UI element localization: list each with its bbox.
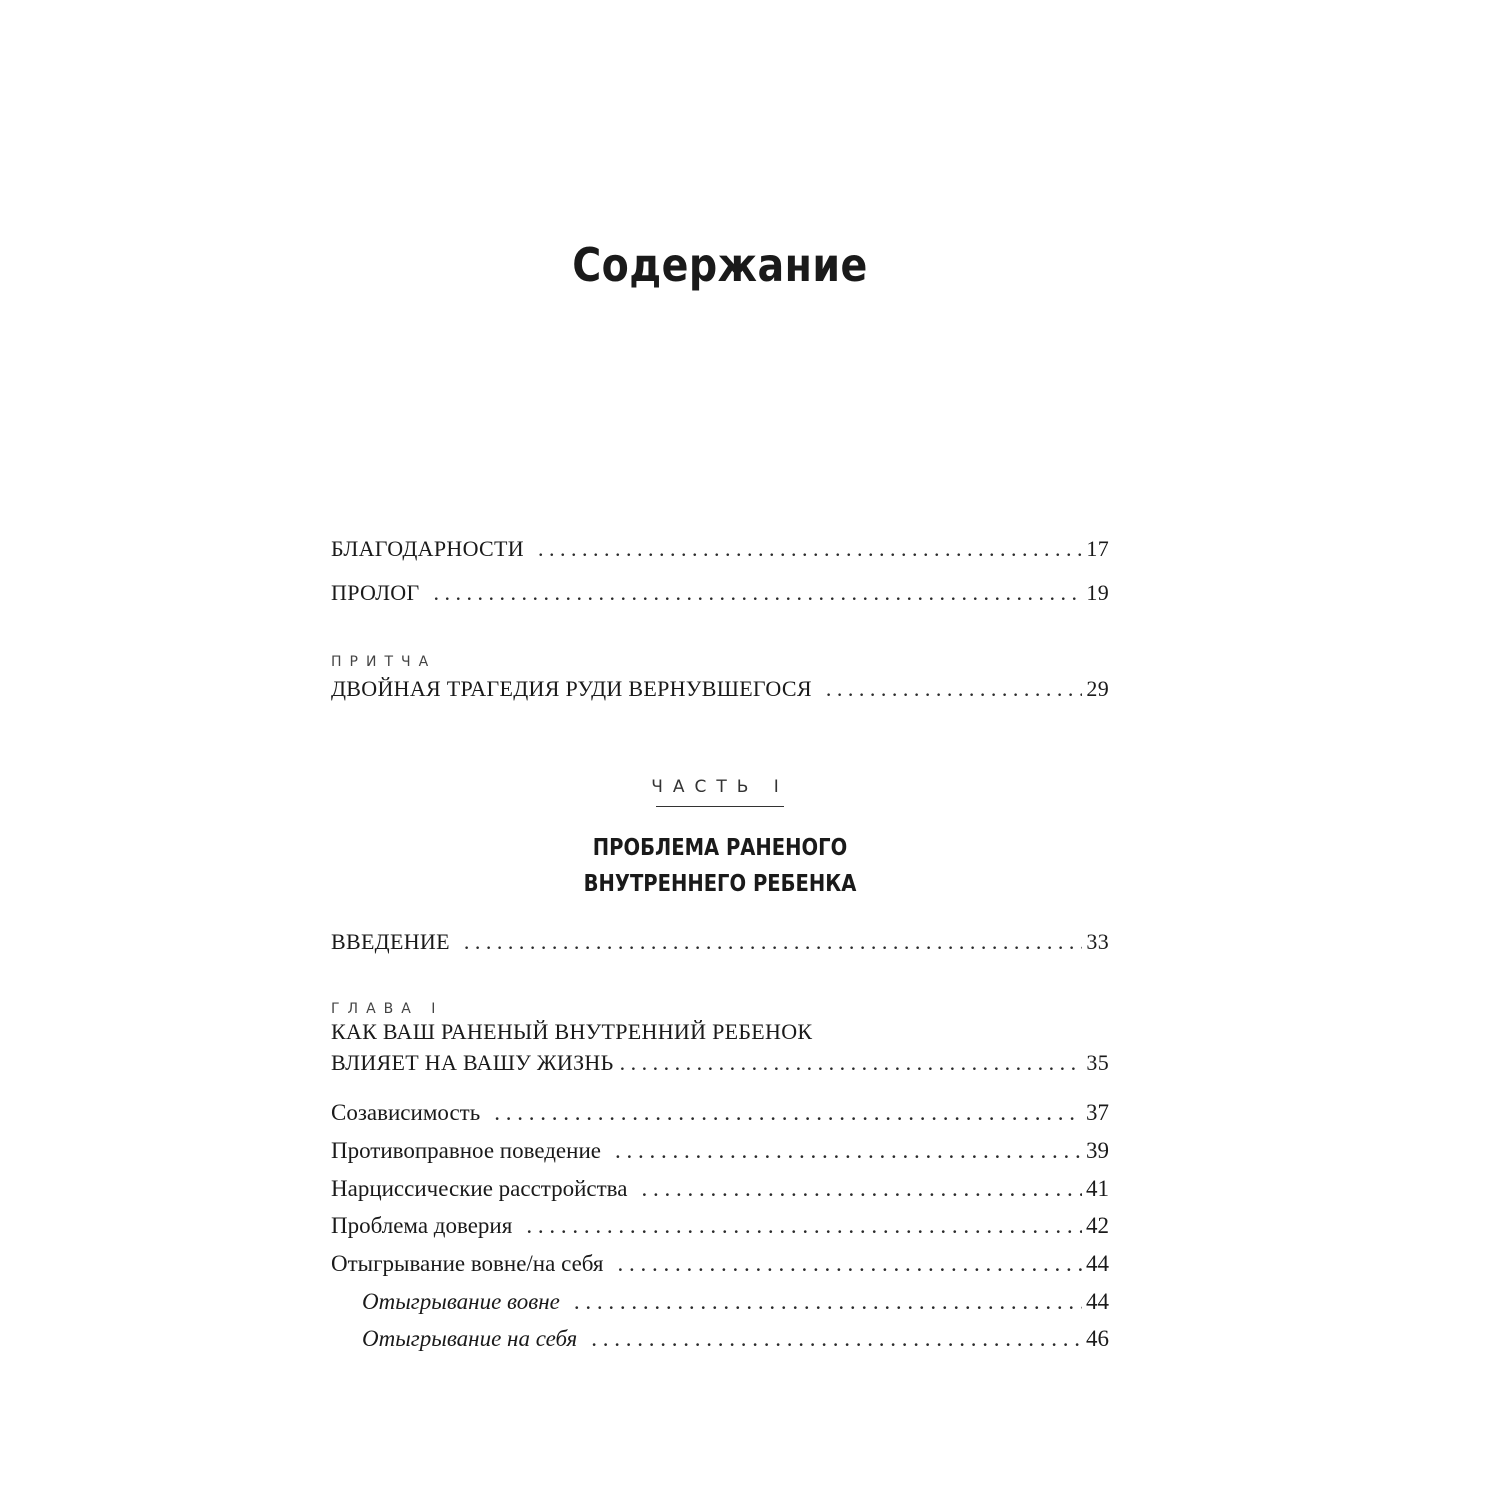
toc-page-number: 44 — [1086, 1289, 1109, 1314]
toc-entry-section[interactable] — [331, 1138, 1109, 1164]
toc-entry-subsection[interactable] — [362, 1326, 1109, 1352]
chapter-title-line-1[interactable]: КАК ВАШ РАНЕНЫЙ ВНУТРЕННИЙ РЕБЕНОК — [331, 1019, 813, 1044]
toc-entry-label: Отыгрывание вовне/на себя — [331, 1251, 604, 1276]
toc-entry-parable[interactable] — [331, 676, 1109, 702]
toc-page-number: 35 — [1086, 1050, 1109, 1075]
toc-page-number: 33 — [1086, 929, 1109, 954]
toc-entry-label: ВВЕДЕНИЕ — [331, 929, 450, 954]
toc-entry-section[interactable] — [331, 1100, 1109, 1126]
page-title: Содержание — [572, 238, 868, 292]
part-title-line-1: ПРОБЛЕМА РАНЕНОГО — [592, 835, 848, 861]
toc-page-number: 46 — [1086, 1326, 1109, 1351]
toc-page-number: 39 — [1086, 1138, 1109, 1163]
dot-leader — [618, 1251, 1083, 1277]
toc-entry-chapter-1[interactable] — [331, 1050, 1109, 1076]
toc-entry-prologue[interactable] — [331, 580, 1109, 606]
toc-entry-introduction[interactable] — [331, 929, 1109, 955]
toc-entry-section[interactable] — [331, 1213, 1109, 1239]
toc-entry-label: Отыгрывание на себя — [362, 1326, 578, 1351]
part-divider — [656, 806, 784, 807]
toc-entry-label: БЛАГОДАРНОСТИ — [331, 536, 524, 561]
dot-leader — [538, 536, 1082, 562]
toc-page-number: 29 — [1086, 676, 1109, 701]
toc-page-number: 17 — [1086, 536, 1109, 561]
dot-leader — [641, 1176, 1082, 1202]
toc-page-number: 37 — [1086, 1100, 1109, 1125]
dot-leader — [574, 1289, 1082, 1315]
toc-entry-label: ВЛИЯЕТ НА ВАШУ ЖИЗНЬ — [331, 1050, 614, 1075]
dot-leader — [526, 1213, 1082, 1239]
dot-leader — [826, 676, 1083, 702]
part-label: ЧАСТЬ I — [651, 777, 789, 797]
toc-entry-label: Проблема доверия — [331, 1213, 513, 1238]
toc-entry-section[interactable] — [331, 1176, 1109, 1202]
dot-leader — [591, 1326, 1082, 1352]
parable-kicker: ПРИТЧА — [331, 654, 437, 670]
toc-entry-label: Противоправное поведение — [331, 1138, 601, 1163]
toc-page-number: 44 — [1086, 1251, 1109, 1276]
part-title — [108, 830, 1332, 902]
toc-page-number: 41 — [1086, 1176, 1109, 1201]
toc-page-number: 19 — [1086, 580, 1109, 605]
dot-leader — [620, 1050, 1083, 1076]
toc-entry-label: Нарциссические расстройства — [331, 1176, 628, 1201]
dot-leader — [615, 1138, 1082, 1164]
toc-entry-label: Созависимость — [331, 1100, 481, 1125]
chapter-kicker: ГЛАВА I — [331, 1001, 444, 1017]
dot-leader — [464, 929, 1083, 955]
toc-page-number: 42 — [1086, 1213, 1109, 1238]
toc-entry-subsection[interactable] — [362, 1289, 1109, 1315]
toc-entry-acknowledgements[interactable] — [331, 536, 1109, 562]
dot-leader — [434, 580, 1083, 606]
toc-entry-label: Отыгрывание вовне — [362, 1289, 560, 1314]
toc-entry-section[interactable] — [331, 1251, 1109, 1277]
toc-entry-label: ДВОЙНАЯ ТРАГЕДИЯ РУДИ ВЕРНУВШЕГОСЯ — [331, 676, 812, 701]
toc-entry-label: ПРОЛОГ — [331, 580, 420, 605]
dot-leader — [494, 1100, 1082, 1126]
part-title-line-2: ВНУТРЕННЕГО РЕБЕНКА — [583, 871, 857, 897]
